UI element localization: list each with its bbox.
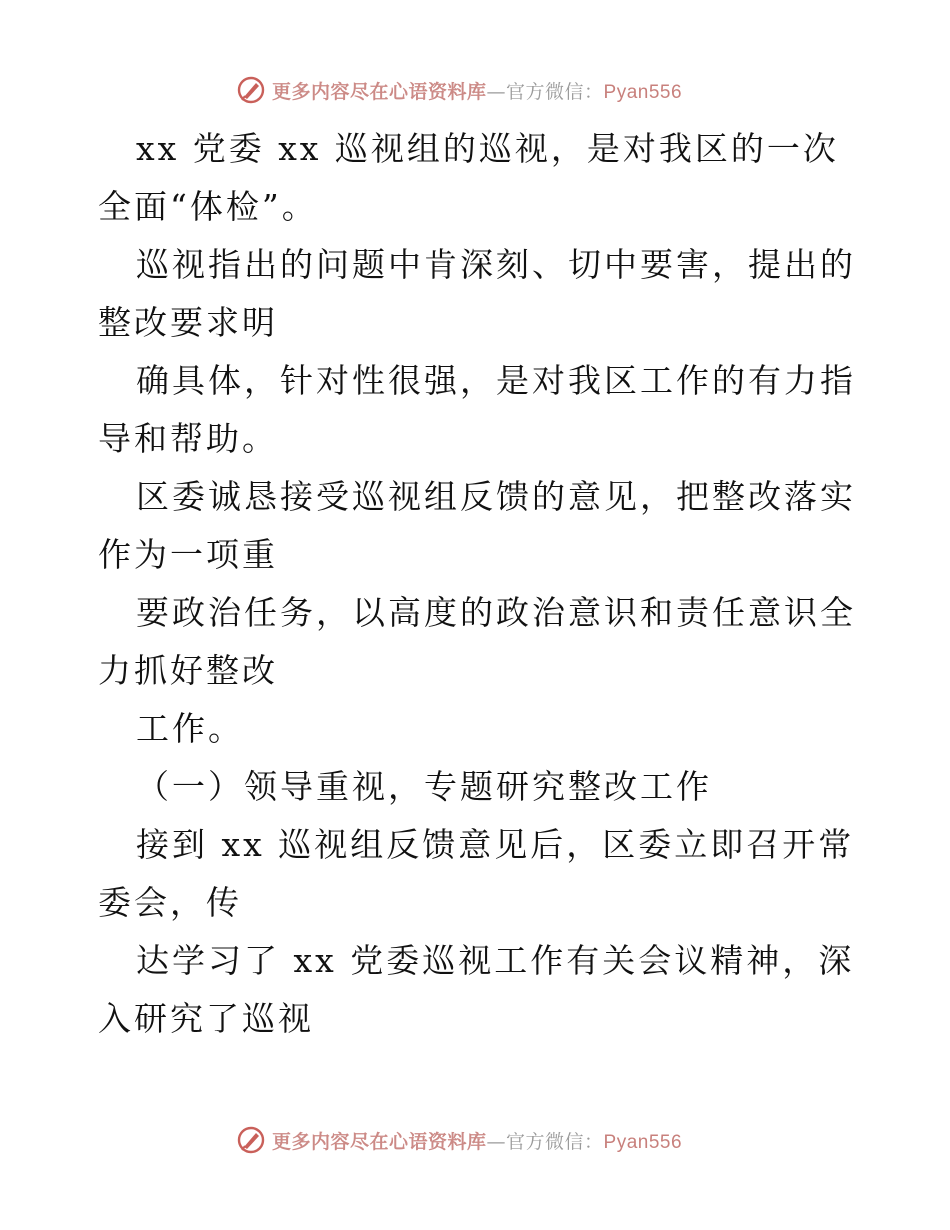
watermark-text: 更多内容尽在心语资料库—官方微信：Pyan556 <box>272 1130 683 1153</box>
paragraph: 巡视指出的问题中肯深刻、切中要害，提出的整改要求明 <box>98 245 856 342</box>
paragraph: 接到 xx 巡视组反馈意见后，区委立即召开常委会，传 <box>98 825 855 922</box>
watermark-text: 更多内容尽在心语资料库—官方微信：Pyan556 <box>272 80 683 103</box>
footer-watermark <box>236 1124 682 1156</box>
paragraph: 要政治任务，以高度的政治意识和责任意识全力抓好整改 <box>98 593 856 690</box>
paragraph: xx 党委 xx 巡视组的巡视，是对我区的一次全面“体检”。 <box>98 129 839 226</box>
quill-logo-icon <box>236 1125 266 1155</box>
section-heading: （一）领导重视，专题研究整改工作 <box>136 767 712 806</box>
paragraph: 确具体，针对性很强，是对我区工作的有力指导和帮助。 <box>98 361 856 458</box>
paragraph: 工作。 <box>136 709 244 748</box>
quill-logo-icon <box>236 75 266 105</box>
paragraph: 区委诚恳接受巡视组反馈的意见，把整改落实作为一项重 <box>98 477 856 574</box>
document-body <box>98 120 858 1048</box>
header-watermark <box>236 74 682 106</box>
paragraph: 达学习了 xx 党委巡视工作有关会议精神，深入研究了巡视 <box>98 941 855 1038</box>
